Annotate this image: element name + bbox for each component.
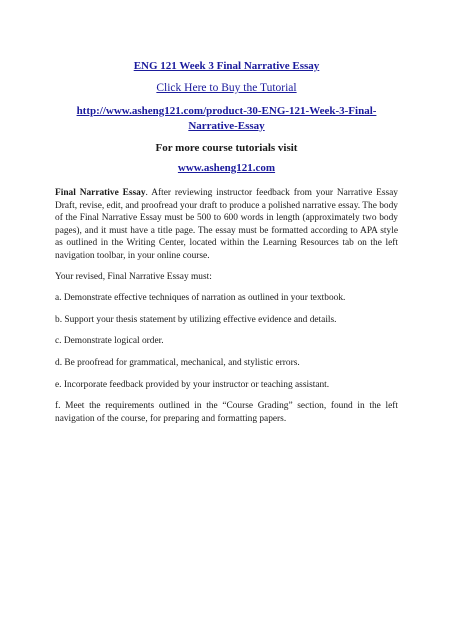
site-url-container (55, 161, 398, 175)
requirement-item: d. Be proofread for grammatical, mechanical, and stylistic errors. (55, 357, 300, 368)
title-container (55, 56, 398, 74)
title-link[interactable]: ENG 121 Week 3 Final Narrative Essay (133, 60, 320, 72)
intro-text: . After reviewing instructor feedback from your Narrative Essay Draft, revise, edit, and proofread your draft to produce a polished narrative essay. The body of the Final Narrative Essay must be 500 to 600 words in length (approximately two body pages), and it must have a title page. The essay must be formatted according to APA style as outlined in the Writing Center, located within the Learning Resources tab on the left navigation toolbar, in your online course. (55, 188, 398, 261)
requirements-intro: Your revised, Final Narrative Essay must: (55, 271, 212, 282)
site-url-link[interactable]: www.asheng121.com (177, 162, 276, 174)
intro-paragraph (55, 187, 398, 263)
product-url-container (55, 104, 398, 133)
buy-tutorial-link[interactable]: Click Here to Buy the Tutorial (156, 82, 297, 94)
lead-label: Final Narrative Essay (55, 188, 146, 198)
more-tutorials-text: For more course tutorials visit (155, 142, 298, 154)
requirement-item: c. Demonstrate logical order. (55, 336, 164, 347)
requirement-item: b. Support your thesis statement by utilizing effective evidence and details. (55, 314, 337, 325)
requirement-item: f. Meet the requirements outlined in the “Course Grading” section, found in the left navigation of the course, for preparing and formatting papers. (55, 401, 398, 424)
product-url-link[interactable]: http://www.asheng121.com/product-30-ENG-121-Week-3-Final-Narrative-Essay (76, 105, 377, 132)
requirement-item: e. Incorporate feedback provided by your instructor or teaching assistant. (55, 379, 330, 390)
requirement-item: a. Demonstrate effective techniques of narration as outlined in your textbook. (55, 293, 346, 304)
